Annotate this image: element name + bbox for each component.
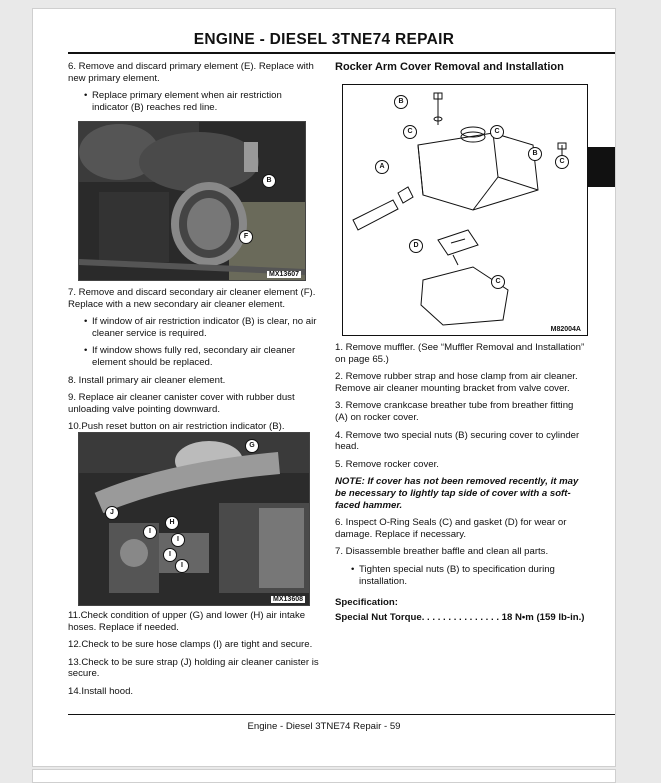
callout-d: D <box>409 239 423 253</box>
callout-c: C <box>403 125 417 139</box>
callout-i: I <box>143 525 157 539</box>
step-6: 6. Remove and discard primary element (E). Replace with new primary element. <box>68 61 314 84</box>
callout-i: I <box>163 548 177 562</box>
callout-c: C <box>491 275 505 289</box>
callout-b: B <box>528 147 542 161</box>
note: NOTE: If cover has not been removed recently, it may be necessary to lightly tap side of cover with a soft-faced hammer. <box>335 476 579 511</box>
callout-h: H <box>165 516 179 530</box>
left-column-top <box>68 61 318 119</box>
bullet-7a: • If window of air restriction indicator (B) is clear, no air cleaner service is required. <box>84 316 317 339</box>
callout-f: F <box>239 230 253 244</box>
bullet-tighten: • Tighten special nuts (B) to specification during installation. <box>351 563 555 587</box>
step-8: 8. Install primary air cleaner element. <box>68 374 226 386</box>
step-14: 14.Install hood. <box>68 685 134 697</box>
section-tab <box>585 147 615 187</box>
air-cleaner-photo <box>78 121 306 281</box>
step-12: 12.Check to be sure hose clamps (I) are tight and secure. <box>68 639 313 651</box>
exploded-diagram <box>342 84 588 336</box>
page-footer: Engine - Diesel 3TNE74 Repair - 59 <box>247 721 401 732</box>
right-column-text <box>335 342 585 629</box>
bullet-7b: • If window shows fully red, secondary air cleaner element should be replaced. <box>84 345 296 368</box>
next-page-edge <box>32 769 616 783</box>
spec-label: Specification: <box>335 597 398 609</box>
figure-id: MX13607 <box>269 271 299 278</box>
footer-rule <box>68 714 615 715</box>
callout-g: G <box>245 439 259 453</box>
step-4: 4. Remove two special nuts (B) securing cover to cylinder head. <box>335 429 580 453</box>
callout-c: C <box>490 125 504 139</box>
callout-j: J <box>105 506 119 520</box>
step-9: 9. Replace air cleaner canister cover with rubber dust unloading valve pointing downward. <box>68 392 295 415</box>
callout-c: C <box>555 155 569 169</box>
figure-id: M82004A <box>550 326 581 333</box>
callout-b: B <box>394 95 408 109</box>
step-5: 5. Remove rocker cover. <box>335 458 439 470</box>
callout-b: B <box>262 174 276 188</box>
step-10: 10.Push reset button on air restriction indicator (B). <box>68 421 285 433</box>
step-6: 6. Inspect O-Ring Seals (C) and gasket (D) for wear or damage. Replace if necessary. <box>335 517 567 540</box>
step-3: 3. Remove crankcase breather tube from breather fitting (A) on rocker cover. <box>335 400 574 423</box>
manual-page <box>32 8 616 767</box>
left-column-bottom <box>68 610 323 704</box>
figure-id: MX13608 <box>273 596 303 603</box>
title-rule <box>68 52 615 54</box>
step-7: 7. Remove and discard secondary air cleaner element (F). Replace with a new secondary air cleaner element. <box>68 287 316 310</box>
spec-line: Special Nut Torque. . . . . . . . . . . . . . . 18 N•m (159 lb-in.) <box>335 611 585 623</box>
bullet-6: • Replace primary element when air restriction indicator (B) reaches red line. <box>84 90 282 113</box>
page-title: ENGINE - DIESEL 3TNE74 REPAIR <box>193 31 455 48</box>
section-heading: Rocker Arm Cover Removal and Installation <box>335 61 564 73</box>
step-13: 13.Check to be sure strap (J) holding air cleaner canister is secure. <box>68 656 319 680</box>
callout-i: I <box>171 533 185 547</box>
step-11: 11.Check condition of upper (G) and lower (H) air intake hoses. Replace if needed. <box>68 610 306 633</box>
callout-i: I <box>175 559 189 573</box>
step-1: 1. Remove muffler. (See “Muffler Removal and Installation” on page 65.) <box>335 342 585 365</box>
left-column-mid <box>68 287 318 439</box>
step-7: 7. Disassemble breather baffle and clean all parts. <box>335 546 549 558</box>
step-2: 2. Remove rubber strap and hose clamp from air cleaner. Remove air cleaner mounting bracket from valve cover. <box>335 371 578 394</box>
callout-a: A <box>375 160 389 174</box>
engine-hose-photo <box>78 432 310 606</box>
